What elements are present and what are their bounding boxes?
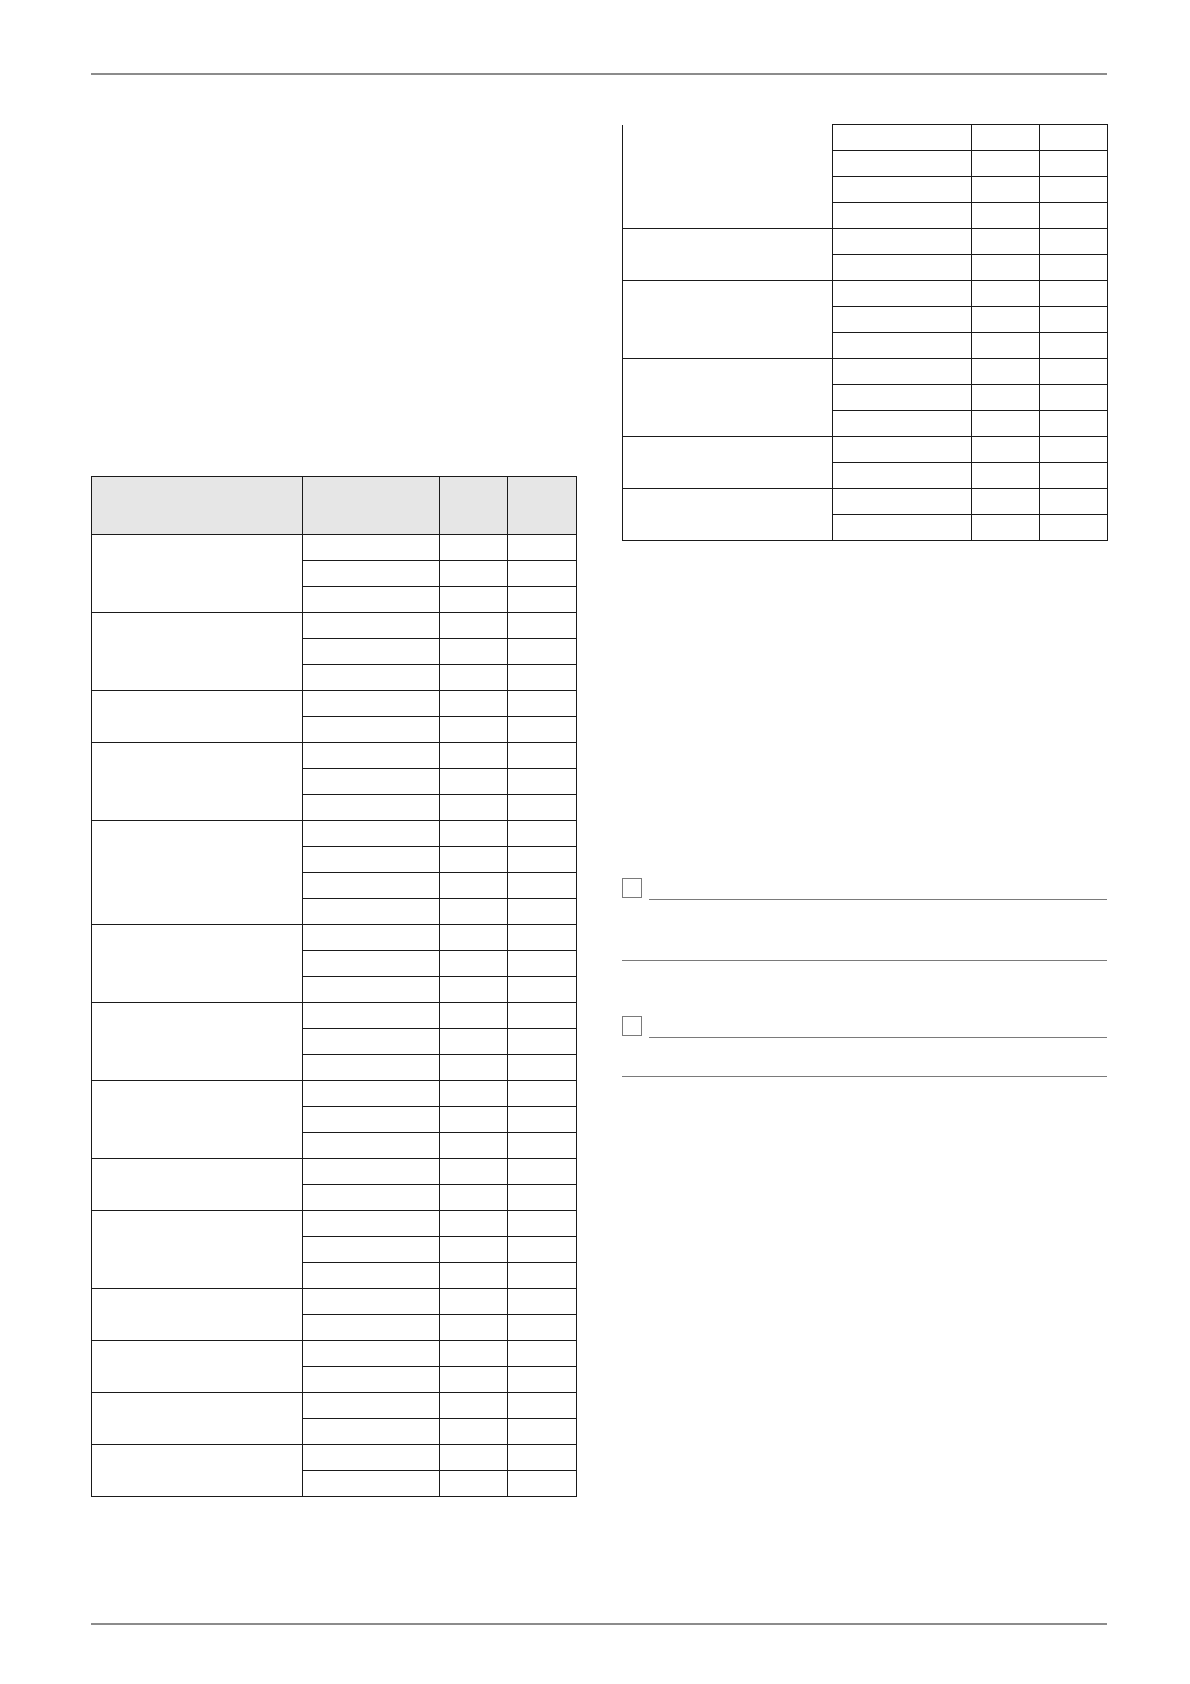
group-label-cell [92, 691, 303, 743]
table-row [92, 925, 577, 951]
table-cell [303, 1263, 440, 1289]
group-label-cell [92, 613, 303, 691]
group-label-cell [92, 535, 303, 613]
table-cell [508, 1315, 577, 1341]
table-cell [1040, 203, 1108, 229]
table-cell [303, 1367, 440, 1393]
table-cell [440, 1445, 508, 1471]
table-row [623, 229, 1108, 255]
table-cell [1040, 437, 1108, 463]
table-row [92, 1445, 577, 1471]
table-cell [303, 1471, 440, 1497]
table-cell [833, 307, 972, 333]
table-cell [508, 1081, 577, 1107]
table-cell [440, 769, 508, 795]
table-cell [303, 1185, 440, 1211]
table-cell [440, 951, 508, 977]
table-cell [303, 1003, 440, 1029]
table-cell [508, 847, 577, 873]
table-cell [833, 463, 972, 489]
table-cell [508, 1419, 577, 1445]
table-cell [440, 821, 508, 847]
table-cell [1040, 125, 1108, 151]
fill-in-line [649, 899, 1107, 900]
table-cell [303, 1393, 440, 1419]
checkbox-row[interactable] [622, 1016, 1107, 1038]
table-cell [972, 281, 1040, 307]
table-row [92, 821, 577, 847]
table-cell [440, 665, 508, 691]
table-cell [508, 613, 577, 639]
table-cell [508, 1159, 577, 1185]
table-cell [440, 587, 508, 613]
table-row [623, 489, 1108, 515]
right-table-body [623, 125, 1108, 541]
table-cell [303, 1211, 440, 1237]
table-row [92, 1393, 577, 1419]
table-header-row [92, 477, 577, 535]
table-cell [303, 1159, 440, 1185]
table-cell [508, 821, 577, 847]
table-cell [440, 1055, 508, 1081]
table-cell [833, 151, 972, 177]
table-cell [440, 561, 508, 587]
table-cell [303, 795, 440, 821]
table-cell [440, 535, 508, 561]
table-cell [440, 639, 508, 665]
table-cell [440, 717, 508, 743]
group-label-cell [623, 281, 833, 359]
table-cell [440, 1237, 508, 1263]
table-cell [303, 639, 440, 665]
table-cell [1040, 151, 1108, 177]
table-cell [440, 1367, 508, 1393]
table-cell [440, 1159, 508, 1185]
table-cell [440, 1341, 508, 1367]
table-cell [303, 899, 440, 925]
right-data-table [622, 124, 1108, 541]
fill-in-line [649, 1037, 1107, 1038]
table-cell [440, 1419, 508, 1445]
table-cell [303, 665, 440, 691]
table-cell [972, 125, 1040, 151]
table-cell [508, 1133, 577, 1159]
table-cell [833, 177, 972, 203]
separator-line [622, 1076, 1107, 1077]
table-cell [440, 1315, 508, 1341]
table-cell [1040, 463, 1108, 489]
table-cell [833, 281, 972, 307]
table-cell [508, 951, 577, 977]
table-cell [508, 1341, 577, 1367]
table-cell [972, 333, 1040, 359]
table-cell [1040, 281, 1108, 307]
table-cell [508, 873, 577, 899]
table-cell [1040, 307, 1108, 333]
table-cell [508, 1211, 577, 1237]
table-cell [303, 1341, 440, 1367]
table-cell [508, 587, 577, 613]
table-cell [303, 1081, 440, 1107]
table-cell [440, 1471, 508, 1497]
group-label-cell [623, 229, 833, 281]
table-cell [833, 203, 972, 229]
left-data-table [91, 476, 577, 1497]
left-table-body [92, 535, 577, 1497]
table-cell [1040, 359, 1108, 385]
table-cell [440, 1003, 508, 1029]
table-cell [303, 1055, 440, 1081]
table-row [92, 1003, 577, 1029]
checkbox-row[interactable] [622, 878, 1107, 900]
table-cell [508, 639, 577, 665]
table-cell [440, 1133, 508, 1159]
table-cell [972, 437, 1040, 463]
table-cell [303, 951, 440, 977]
table-cell [303, 587, 440, 613]
table-cell [440, 977, 508, 1003]
table-cell [972, 385, 1040, 411]
table-cell [440, 795, 508, 821]
table-row [623, 281, 1108, 307]
table-cell [972, 307, 1040, 333]
separator-line [622, 960, 1107, 961]
table-cell [972, 177, 1040, 203]
table-cell [508, 743, 577, 769]
header-cell [440, 477, 508, 535]
table-cell [508, 1185, 577, 1211]
table-cell [303, 821, 440, 847]
table-cell [303, 1289, 440, 1315]
table-cell [440, 1029, 508, 1055]
header-cell [303, 477, 440, 535]
table-cell [440, 1263, 508, 1289]
group-label-cell [92, 1289, 303, 1341]
table-cell [303, 613, 440, 639]
table-cell [833, 385, 972, 411]
table-cell [972, 515, 1040, 541]
table-cell [440, 1211, 508, 1237]
table-cell [440, 613, 508, 639]
table-cell [440, 925, 508, 951]
table-cell [1040, 333, 1108, 359]
table-cell [440, 1081, 508, 1107]
header-cell [508, 477, 577, 535]
table-row [92, 1289, 577, 1315]
table-cell [303, 977, 440, 1003]
table-cell [1040, 515, 1108, 541]
table-cell [440, 691, 508, 717]
table-cell [508, 925, 577, 951]
table-cell [440, 1289, 508, 1315]
table-cell [508, 1445, 577, 1471]
table-cell [1040, 489, 1108, 515]
table-cell [440, 873, 508, 899]
table-cell [303, 1315, 440, 1341]
table-cell [972, 463, 1040, 489]
group-label-cell [92, 1081, 303, 1159]
table-cell [1040, 411, 1108, 437]
checkbox[interactable] [622, 1016, 642, 1036]
table-cell [833, 125, 972, 151]
table-cell [833, 489, 972, 515]
table-cell [508, 977, 577, 1003]
group-label-cell [92, 1341, 303, 1393]
table-cell [508, 1289, 577, 1315]
table-cell [508, 1367, 577, 1393]
table-cell [833, 359, 972, 385]
table-cell [303, 847, 440, 873]
table-cell [508, 535, 577, 561]
table-cell [833, 515, 972, 541]
group-label-cell [623, 489, 833, 541]
group-label-cell [92, 1003, 303, 1081]
table-row [92, 1211, 577, 1237]
table-cell [440, 847, 508, 873]
header-cell [92, 477, 303, 535]
table-cell [508, 717, 577, 743]
table-cell [1040, 255, 1108, 281]
table-cell [972, 203, 1040, 229]
group-label-cell [623, 125, 833, 229]
checkbox[interactable] [622, 878, 642, 898]
table-cell [303, 1445, 440, 1471]
table-cell [303, 561, 440, 587]
table-row [92, 743, 577, 769]
table-cell [303, 1107, 440, 1133]
table-cell [508, 561, 577, 587]
group-label-cell [92, 1159, 303, 1211]
table-row [92, 613, 577, 639]
table-cell [972, 151, 1040, 177]
table-row [623, 125, 1108, 151]
table-cell [508, 1471, 577, 1497]
table-cell [303, 691, 440, 717]
table-row [92, 1341, 577, 1367]
table-cell [508, 1029, 577, 1055]
table-row [92, 1159, 577, 1185]
table-cell [303, 769, 440, 795]
table-cell [508, 1107, 577, 1133]
table-cell [303, 925, 440, 951]
table-cell [972, 489, 1040, 515]
table-cell [303, 873, 440, 899]
table-row [92, 691, 577, 717]
footer-rule [91, 1623, 1107, 1625]
table-cell [303, 743, 440, 769]
group-label-cell [92, 743, 303, 821]
group-label-cell [92, 821, 303, 925]
table-row [92, 535, 577, 561]
table-cell [1040, 385, 1108, 411]
group-label-cell [623, 437, 833, 489]
group-label-cell [92, 1211, 303, 1289]
table-cell [833, 255, 972, 281]
table-row [623, 359, 1108, 385]
table-cell [303, 1133, 440, 1159]
table-cell [440, 1393, 508, 1419]
table-cell [508, 1263, 577, 1289]
group-label-cell [623, 359, 833, 437]
table-cell [972, 255, 1040, 281]
table-cell [508, 769, 577, 795]
table-cell [303, 1237, 440, 1263]
group-label-cell [92, 925, 303, 1003]
table-cell [833, 229, 972, 255]
table-cell [833, 333, 972, 359]
table-row [92, 1081, 577, 1107]
table-cell [508, 1393, 577, 1419]
table-row [623, 437, 1108, 463]
table-cell [303, 535, 440, 561]
table-cell [972, 229, 1040, 255]
header-rule [91, 73, 1107, 75]
table-cell [440, 1107, 508, 1133]
table-cell [303, 717, 440, 743]
table-cell [440, 899, 508, 925]
table-cell [440, 743, 508, 769]
table-cell [972, 359, 1040, 385]
table-cell [972, 411, 1040, 437]
group-label-cell [92, 1393, 303, 1445]
table-cell [508, 1003, 577, 1029]
table-cell [1040, 229, 1108, 255]
table-cell [508, 1055, 577, 1081]
table-cell [833, 437, 972, 463]
table-cell [440, 1185, 508, 1211]
table-cell [833, 411, 972, 437]
table-cell [508, 795, 577, 821]
table-cell [303, 1419, 440, 1445]
table-cell [508, 899, 577, 925]
table-cell [508, 665, 577, 691]
group-label-cell [92, 1445, 303, 1497]
table-cell [303, 1029, 440, 1055]
table-cell [508, 1237, 577, 1263]
table-cell [1040, 177, 1108, 203]
table-cell [508, 691, 577, 717]
